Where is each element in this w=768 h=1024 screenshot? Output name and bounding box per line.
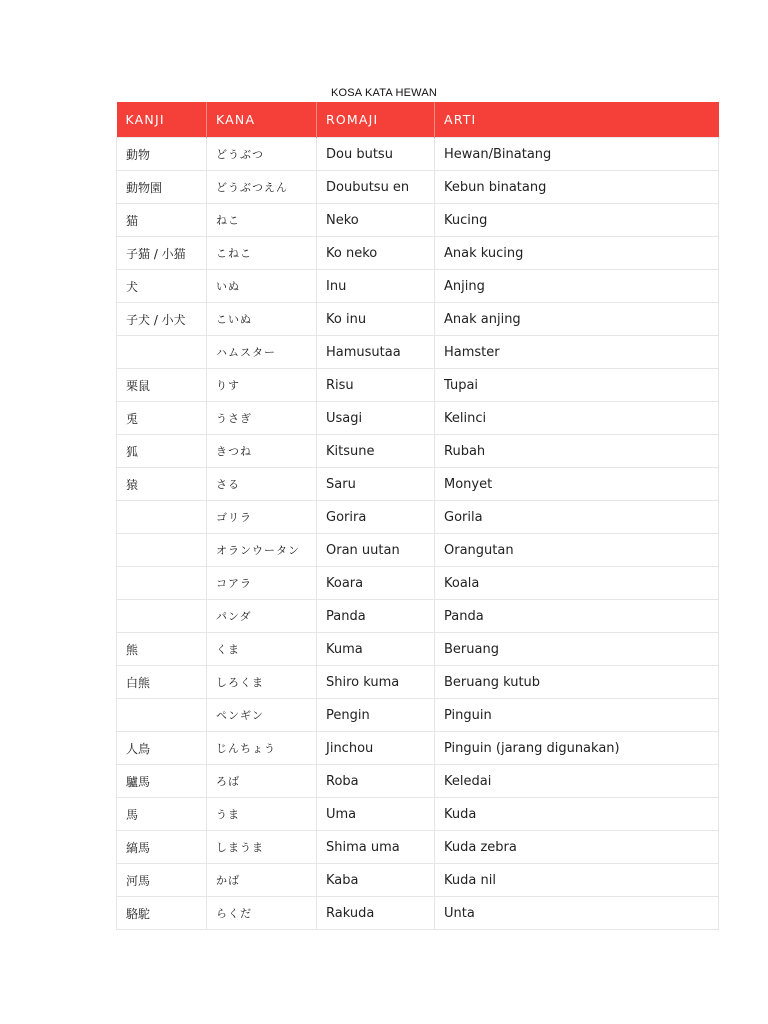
table-row: [117, 138, 719, 171]
cell-kana: きつね: [207, 435, 317, 468]
header-romaji: ROMAJI: [317, 102, 435, 138]
cell-kana: どうぶつえん: [207, 171, 317, 204]
cell-romaji: Jinchou: [317, 732, 435, 765]
cell-kana: いぬ: [207, 270, 317, 303]
cell-kana: りす: [207, 369, 317, 402]
cell-romaji: Inu: [317, 270, 435, 303]
cell-kana: かば: [207, 864, 317, 897]
header-kanji: KANJI: [117, 102, 207, 138]
header-kana: KANA: [207, 102, 317, 138]
cell-kanji: 兎: [117, 402, 207, 435]
table-row: [117, 369, 719, 402]
cell-arti: Keledai: [435, 765, 719, 798]
cell-arti: Anak kucing: [435, 237, 719, 270]
table-row: [117, 501, 719, 534]
cell-kana: ねこ: [207, 204, 317, 237]
cell-kana: くま: [207, 633, 317, 666]
cell-arti: Unta: [435, 897, 719, 930]
cell-kanji: 河馬: [117, 864, 207, 897]
cell-romaji: Neko: [317, 204, 435, 237]
cell-romaji: Shima uma: [317, 831, 435, 864]
cell-kanji: 駱駝: [117, 897, 207, 930]
table-row: [117, 732, 719, 765]
cell-romaji: Kaba: [317, 864, 435, 897]
cell-kana: オランウータン: [207, 534, 317, 567]
cell-kana: ゴリラ: [207, 501, 317, 534]
cell-romaji: Kitsune: [317, 435, 435, 468]
cell-kana: うさぎ: [207, 402, 317, 435]
table-row: [117, 534, 719, 567]
cell-romaji: Oran uutan: [317, 534, 435, 567]
table-row: [117, 468, 719, 501]
cell-arti: Kuda: [435, 798, 719, 831]
cell-kana: どうぶつ: [207, 138, 317, 171]
cell-arti: Pinguin (jarang digunakan): [435, 732, 719, 765]
cell-kanji: 縞馬: [117, 831, 207, 864]
cell-kanji: [117, 699, 207, 732]
table-row: [117, 402, 719, 435]
cell-kana: ろば: [207, 765, 317, 798]
cell-kanji: 馬: [117, 798, 207, 831]
cell-kana: じんちょう: [207, 732, 317, 765]
cell-kanji: 動物: [117, 138, 207, 171]
cell-kanji: 猿: [117, 468, 207, 501]
cell-kana: こいぬ: [207, 303, 317, 336]
cell-kana: しろくま: [207, 666, 317, 699]
table-row: [117, 204, 719, 237]
cell-arti: Beruang: [435, 633, 719, 666]
page-title: KOSA KATA HEWAN: [330, 87, 438, 99]
cell-arti: Rubah: [435, 435, 719, 468]
cell-kanji: [117, 567, 207, 600]
cell-romaji: Uma: [317, 798, 435, 831]
cell-romaji: Hamusutaa: [317, 336, 435, 369]
table-row: [117, 567, 719, 600]
table-row: [117, 633, 719, 666]
cell-arti: Monyet: [435, 468, 719, 501]
cell-kanji: 猫: [117, 204, 207, 237]
table-row: [117, 336, 719, 369]
table-body: [117, 138, 719, 930]
cell-arti: Kebun binatang: [435, 171, 719, 204]
cell-kana: さる: [207, 468, 317, 501]
cell-romaji: Roba: [317, 765, 435, 798]
table-row: [117, 435, 719, 468]
cell-kanji: [117, 336, 207, 369]
cell-arti: Tupai: [435, 369, 719, 402]
cell-kana: しまうま: [207, 831, 317, 864]
table-row: [117, 831, 719, 864]
header-row: [117, 102, 719, 138]
cell-kana: らくだ: [207, 897, 317, 930]
cell-romaji: Shiro kuma: [317, 666, 435, 699]
cell-arti: Koala: [435, 567, 719, 600]
cell-romaji: Dou butsu: [317, 138, 435, 171]
table-row: [117, 600, 719, 633]
cell-kanji: 栗鼠: [117, 369, 207, 402]
cell-romaji: Risu: [317, 369, 435, 402]
cell-kana: コアラ: [207, 567, 317, 600]
table-row: [117, 666, 719, 699]
cell-arti: Orangutan: [435, 534, 719, 567]
cell-kana: ハムスター: [207, 336, 317, 369]
cell-romaji: Ko inu: [317, 303, 435, 336]
cell-romaji: Gorira: [317, 501, 435, 534]
cell-arti: Anjing: [435, 270, 719, 303]
cell-arti: Kucing: [435, 204, 719, 237]
cell-romaji: Kuma: [317, 633, 435, 666]
cell-kana: うま: [207, 798, 317, 831]
table-row: [117, 765, 719, 798]
table-row: [117, 303, 719, 336]
cell-kanji: [117, 600, 207, 633]
cell-kanji: 白熊: [117, 666, 207, 699]
cell-kanji: 驢馬: [117, 765, 207, 798]
table-row: [117, 699, 719, 732]
table-row: [117, 897, 719, 930]
cell-romaji: Rakuda: [317, 897, 435, 930]
cell-romaji: Panda: [317, 600, 435, 633]
table-row: [117, 798, 719, 831]
table-row: [117, 171, 719, 204]
header-arti: ARTI: [435, 102, 719, 138]
cell-arti: Anak anjing: [435, 303, 719, 336]
cell-romaji: Pengin: [317, 699, 435, 732]
cell-arti: Kelinci: [435, 402, 719, 435]
cell-kanji: 熊: [117, 633, 207, 666]
table-row: [117, 864, 719, 897]
cell-kanji: 狐: [117, 435, 207, 468]
cell-kanji: [117, 534, 207, 567]
cell-arti: Beruang kutub: [435, 666, 719, 699]
cell-romaji: Saru: [317, 468, 435, 501]
cell-kanji: 犬: [117, 270, 207, 303]
cell-arti: Panda: [435, 600, 719, 633]
cell-arti: Hewan/Binatang: [435, 138, 719, 171]
cell-kanji: 子犬 / 小犬: [117, 303, 207, 336]
cell-arti: Gorila: [435, 501, 719, 534]
cell-arti: Kuda zebra: [435, 831, 719, 864]
cell-kanji: 動物園: [117, 171, 207, 204]
cell-romaji: Usagi: [317, 402, 435, 435]
cell-kana: こねこ: [207, 237, 317, 270]
cell-romaji: Doubutsu en: [317, 171, 435, 204]
table-row: [117, 237, 719, 270]
cell-kanji: 子猫 / 小猫: [117, 237, 207, 270]
cell-arti: Hamster: [435, 336, 719, 369]
cell-kanji: 人鳥: [117, 732, 207, 765]
table-row: [117, 270, 719, 303]
cell-kana: パンダ: [207, 600, 317, 633]
cell-romaji: Ko neko: [317, 237, 435, 270]
vocab-table: [116, 102, 719, 930]
cell-arti: Pinguin: [435, 699, 719, 732]
cell-kanji: [117, 501, 207, 534]
cell-romaji: Koara: [317, 567, 435, 600]
cell-kana: ペンギン: [207, 699, 317, 732]
cell-arti: Kuda nil: [435, 864, 719, 897]
table-header: [117, 102, 719, 138]
